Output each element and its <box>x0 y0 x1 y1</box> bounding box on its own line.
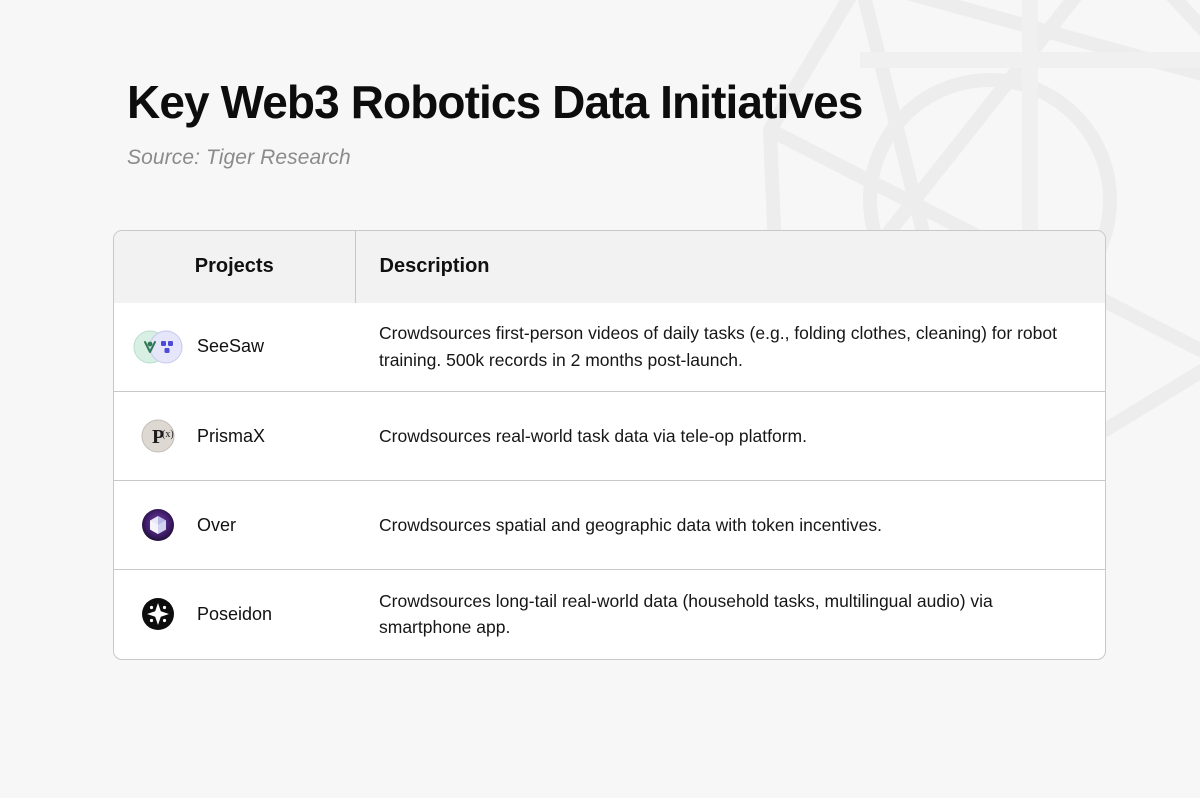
project-cell <box>114 570 355 659</box>
project-name: PrismaX <box>197 425 266 446</box>
initiatives-table <box>113 230 1106 660</box>
seesaw-logo-icon <box>132 321 184 373</box>
prismax-logo-icon <box>132 410 184 462</box>
svg-text:P: P <box>152 426 165 449</box>
project-description: Crowdsources spatial and geographic data with token incentives. <box>379 514 882 535</box>
column-header-projects: Projects <box>114 231 355 303</box>
project-cell <box>114 481 355 570</box>
table-row <box>114 392 1105 481</box>
project-description: Crowdsources long-tail real-world data (household tasks, multilingual audio) via smartphone app. <box>379 590 993 638</box>
table-row <box>114 481 1105 570</box>
source-label: Source: Tiger Research <box>127 145 351 169</box>
svg-text:(x): (x) <box>162 429 174 441</box>
project-cell <box>114 303 355 392</box>
project-cell <box>114 392 355 481</box>
over-logo-icon <box>132 499 184 551</box>
project-description: Crowdsources first-person videos of daily tasks (e.g., folding clothes, cleaning) for robot training. 500k records in 2 months post-launch. <box>379 323 1057 370</box>
table-row <box>114 570 1105 659</box>
project-name: SeeSaw <box>197 336 265 357</box>
project-name: Over <box>197 514 237 535</box>
table-header-row <box>114 231 1105 303</box>
project-name: Poseidon <box>197 603 273 624</box>
table-row <box>114 303 1105 392</box>
column-header-description: Description <box>355 231 1105 303</box>
page-title: Key Web3 Robotics Data Initiatives <box>127 76 863 128</box>
poseidon-logo-icon <box>132 588 184 640</box>
project-description: Crowdsources real-world task data via tele-op platform. <box>379 425 807 446</box>
